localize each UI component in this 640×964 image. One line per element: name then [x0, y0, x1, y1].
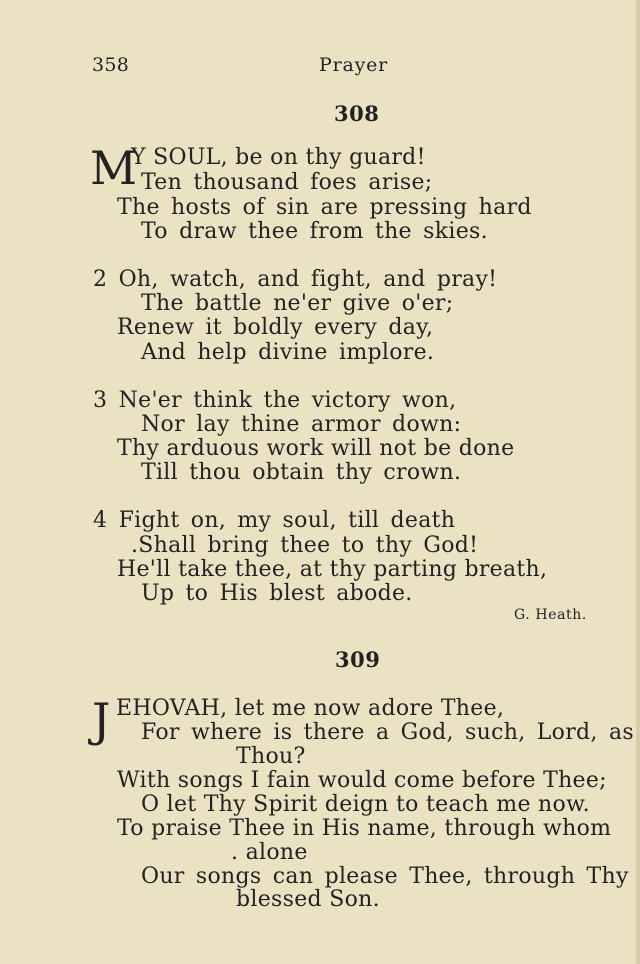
hymn-309-line-8: Our songs can please Thee, through Thy [141, 864, 629, 889]
hymn-308-verse-4-line-4: Up to His blest abode. [141, 581, 413, 606]
hymn-309-line-4: With songs I fain would come before Thee; [117, 768, 607, 793]
page-edge [636, 0, 640, 964]
hymn-308-verse-1-line-3: The hosts of sin are pressing hard [117, 195, 532, 220]
page-number: 358 [92, 54, 130, 76]
hymn-308-verse-3-line-1: 3 Ne'er think the victory won, [93, 388, 457, 413]
drop-cap-j: J [92, 693, 111, 747]
hymn-309-line-3: Thou? [236, 744, 306, 769]
hymn-308-verse-2-line-2: The battle ne'er give o'er; [141, 291, 454, 316]
hymn-308-verse-2-line-4: And help divine implore. [141, 340, 435, 365]
hymn-308-verse-1-line-2: Ten thousand foes arise; [141, 170, 433, 195]
hymn-309-line-6: To praise Thee in His name, through whom [117, 816, 612, 841]
hymn-308-verse-4-line-1: 4 Fight on, my soul, till death [93, 508, 456, 533]
hymn-308-verse-3-line-3: Thy arduous work will not be done [117, 436, 515, 461]
hymn-308-verse-1-line-4: To draw thee from the skies. [141, 219, 488, 244]
hymn-308-verse-3-line-2: Nor lay thine armor down: [141, 412, 462, 437]
drop-cap-m: M [90, 141, 138, 195]
hymn-308-verse-4-line-2: .Shall bring thee to thy God! [131, 533, 479, 558]
hymn-309-line-7: . alone [231, 840, 308, 865]
hymn-309-line-5: O let Thy Spirit deign to teach me now. [141, 792, 590, 817]
hymn-308-verse-2-line-3: Renew it boldly every day, [117, 315, 434, 340]
hymn-308-verse-2-line-1: 2 Oh, watch, and fight, and pray! [93, 267, 498, 292]
running-title: Prayer [319, 54, 389, 76]
hymn-308-verse-1-line-1: Y SOUL, be on thy guard! [131, 145, 426, 170]
hymn-308-attribution: G. Heath. [514, 607, 587, 623]
hymn-308-verse-3-line-4: Till thou obtain thy crown. [141, 460, 462, 485]
hymn-308-verse-4-line-3: He'll take thee, at thy parting breath, [117, 557, 548, 582]
hymn-number-308: 308 [334, 101, 380, 126]
hymn-309-line-9: blessed Son. [236, 887, 380, 912]
hymn-number-309: 309 [335, 647, 381, 672]
hymn-309-line-1: EHOVAH, let me now adore Thee, [116, 696, 505, 721]
hymn-309-line-2: For where is there a God, such, Lord, as [141, 720, 635, 745]
